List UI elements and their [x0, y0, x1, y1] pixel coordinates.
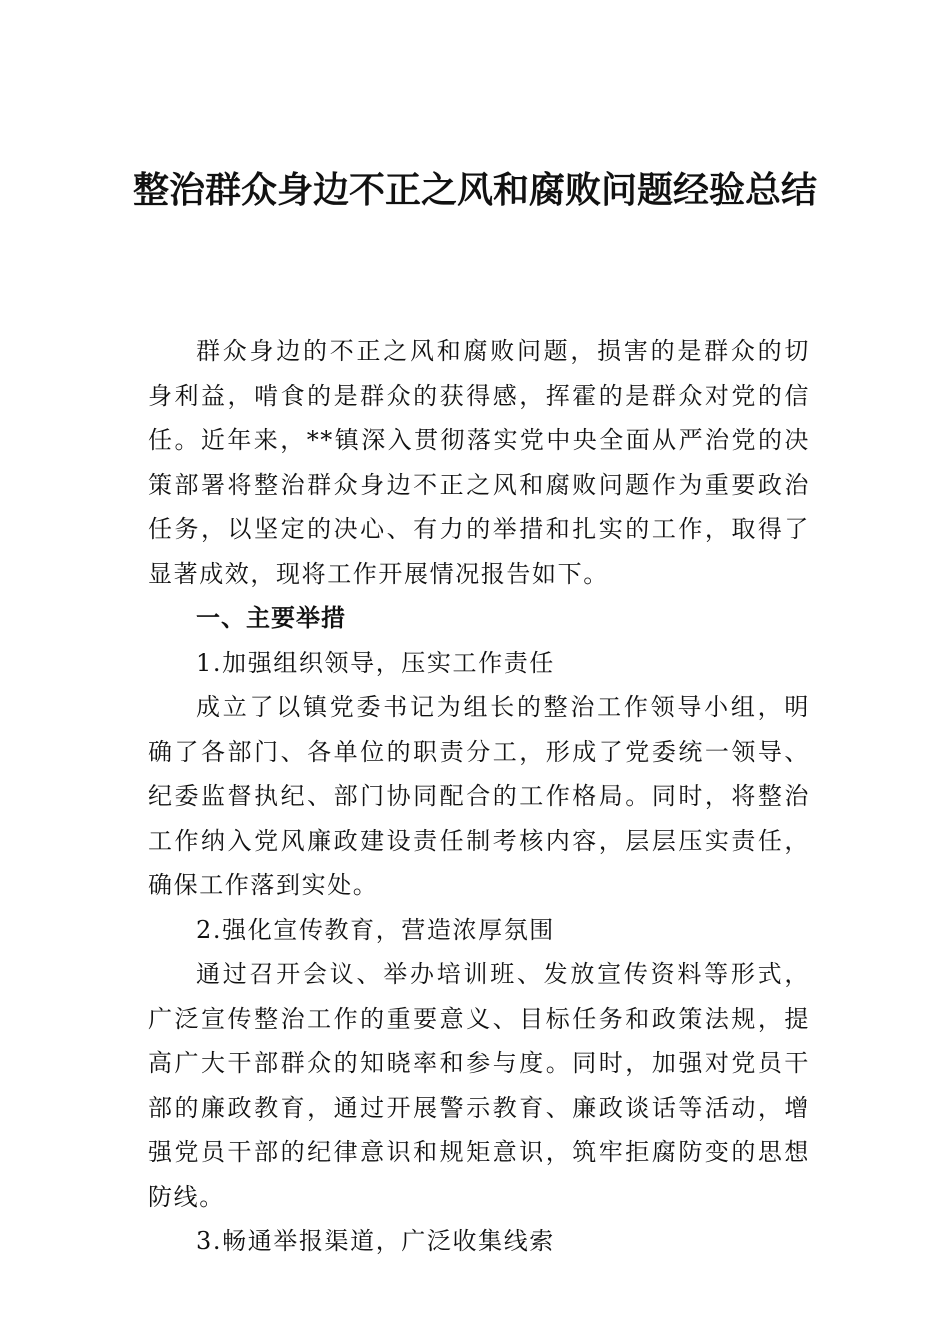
- subheading-1: 1.加强组织领导，压实工作责任: [196, 648, 555, 677]
- intro-paragraph: 群众身边的不正之风和腐败问题，损害的是群众的切身利益，啃食的是群众的获得感，挥霍的是群众对党的信任。近年来，**镇深入贯彻落实党中央全面从严治党的决策部署将整治群众身边不正之风和腐败问题作为重要政治任务，以坚定的决心、有力的举措和扎实的工作，取得了显著成效，现将工作开展情况报告如下。: [148, 337, 810, 588]
- paragraph-1: 成立了以镇党委书记为组长的整治工作领导小组，明确了各部门、各单位的职责分工，形成了党委统一领导、纪委监督执纪、部门协同配合的工作格局。同时，将整治工作纳入党风廉政建设责任制考核内容，层层压实责任，确保工作落到实处。: [148, 693, 810, 899]
- document-body: [148, 329, 810, 1264]
- paragraph-2: 通过召开会议、举办培训班、发放宣传资料等形式，广泛宣传整治工作的重要意义、目标任务和政策法规，提高广大干部群众的知晓率和参与度。同时，加强对党员干部的廉政教育，通过开展警示教育、廉政谈话等活动，增强党员干部的纪律意识和规矩意识，筑牢拒腐防变的思想防线。: [148, 960, 810, 1211]
- document-title: 整治群众身边不正之风和腐败问题经验总结: [132, 169, 817, 211]
- section-heading-main-measures: 一、主要举措: [196, 604, 346, 632]
- subheading-2: 2.强化宣传教育，营造浓厚氛围: [196, 915, 555, 944]
- subheading-3: 3.畅通举报渠道，广泛收集线索: [196, 1227, 555, 1255]
